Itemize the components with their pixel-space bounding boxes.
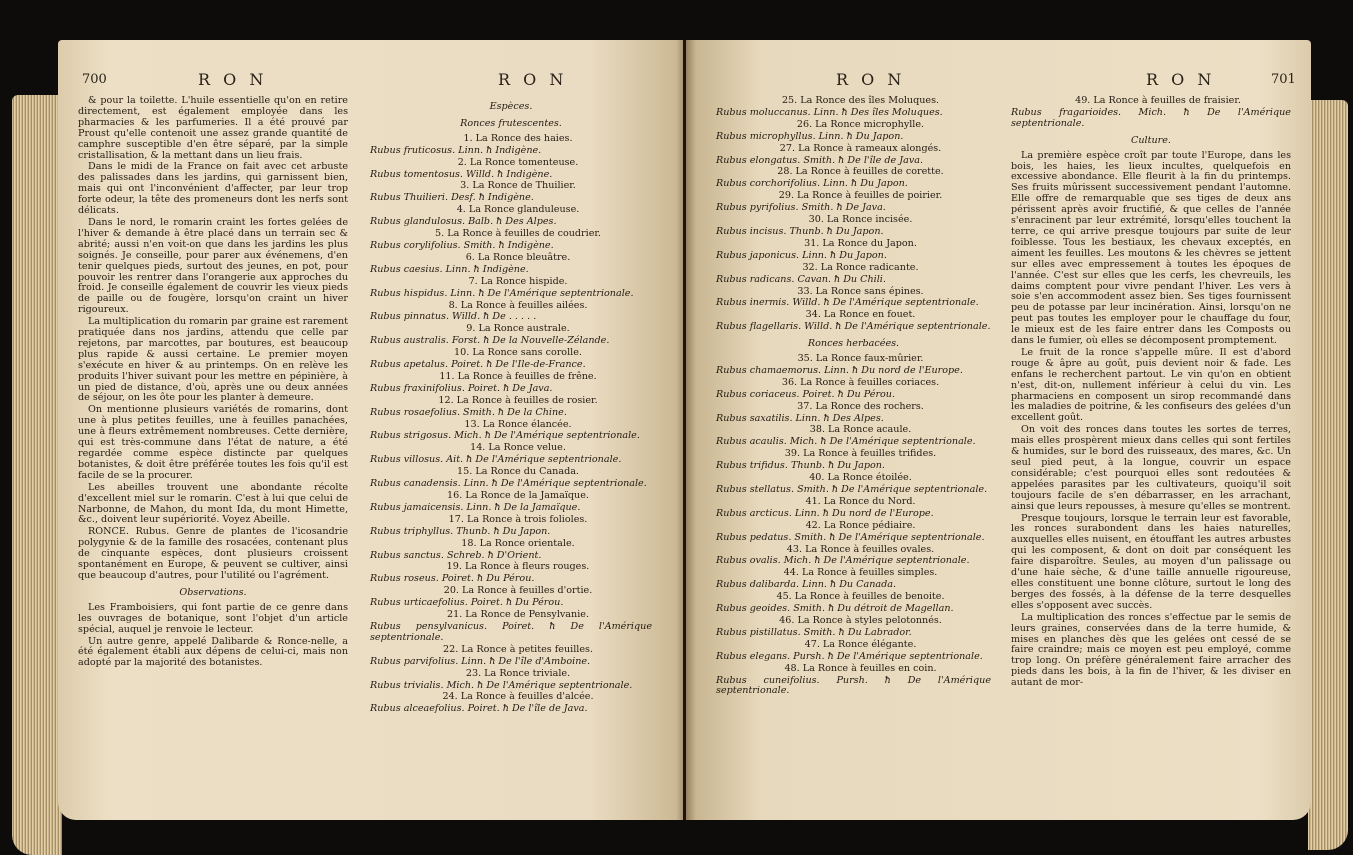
text-line: La multiplication des ronces s'effectue par le semis de leurs graines, conservées dans de la terre humide, & mises en planches dès que les gelées ont cessé de se faire craindre; mais ce moyen est peu employé, comme trop long. On préfère généralement faire arracher des pieds dans les bois, à la fin de l'hiver, & les diviser en autant de mor-: [1011, 611, 1291, 689]
right-column-b: [1011, 96, 1291, 690]
text-line: 29. La Ronce à feuilles de poirier.: [778, 190, 943, 202]
running-head-left-b: R O N: [498, 70, 568, 89]
text-line: 13. La Ronce élancée.: [464, 418, 572, 430]
text-line: Rubus radicans. Cavan. ħ Du Chili.: [716, 273, 886, 285]
text-line: 10. La Ronce sans corolle.: [454, 347, 582, 359]
text-line: Ronces frutescentes.: [460, 117, 562, 129]
text-line: 48. La Ronce à feuilles en coin.: [784, 662, 937, 674]
text-line: 17. La Ronce à trois folioles.: [448, 513, 588, 525]
text-line: 16. La Ronce de la Jamaïque.: [447, 490, 589, 501]
right-page-edges: [1308, 100, 1348, 850]
text-line: Rubus pyrifolius. Smith. ħ De Java.: [716, 202, 886, 214]
text-line: Rubus saxatilis. Linn. ħ Des Alpes.: [716, 412, 884, 424]
text-line: 4. La Ronce glanduleuse.: [456, 204, 580, 216]
text-line: Rubus caesius. Linn. ħ Indigène.: [370, 263, 529, 275]
text-line: 40. La Ronce étoilée.: [809, 472, 912, 484]
text-line: Dans le midi de la France on fait avec cet arbuste des palissades dans les jardins, qui garnissent bien, mais qui ont l'inconvénient d'affecter, par leur trop forte odeur, la tête des promeneurs dont les nerfs sont délicats.: [78, 161, 348, 217]
text-line: 9. La Ronce australe.: [466, 323, 570, 335]
text-line: Rubus Thuilieri. Desf. ħ Indigène.: [370, 192, 534, 204]
text-line: Dans le nord, le romarin craint les fortes gelées de l'hiver & demande à être placé dans un terrain sec & abrité; aussi n'en voit-on que dans les jardins les plus soignés. Je conseille, pour parer aux événemens, d'en tenir quelques pieds, surtout des jeunes, en pot, pour pouvoir les rentrer dans l'orangerie aux approches du froid. Je conseille également de couvrir les vieux pieds de paille ou de fougère, lorsqu'on craint un hiver rigoureux.: [78, 216, 348, 316]
text-line: Rubus canadensis. Linn. ħ De l'Amérique septentrionale.: [370, 478, 647, 490]
text-line: On mentionne plusieurs variétés de romarins, dont une à plus petites feuilles, une à feuilles panachées, une à fleurs extrêmement nombreuses. Cette dernière, qui est très-commune dans l'état de nature, a été regardée comme espèce distincte par quelques botanistes, & doit être préférée toutes les fois qu'il est facile de se la procurer.: [78, 404, 348, 481]
text-line: Rubus urticaefolius. Poiret. ħ Du Pérou.: [370, 597, 564, 609]
running-head-right-b: R O N: [1146, 70, 1216, 89]
text-line: 7. La Ronce hispide.: [468, 275, 568, 287]
text-line: Rubus rosaefolius. Smith. ħ De la Chine.: [370, 406, 567, 418]
text-line: Rubus inermis. Willd. ħ De l'Amérique septentrionale.: [716, 297, 979, 309]
left-column-a: [78, 96, 348, 670]
text-line: 43. La Ronce à feuilles ovales.: [786, 543, 935, 555]
text-line: 3. La Ronce de Thuilier.: [460, 180, 576, 192]
text-line: 42. La Ronce pédiaire.: [805, 519, 916, 531]
page-number-right: 701: [1271, 72, 1296, 87]
text-line: 37. La Ronce des rochers.: [797, 400, 924, 412]
page-number-left: 700: [82, 72, 107, 87]
left-column-b: [370, 96, 652, 716]
text-line: Rubus ovalis. Mich. ħ De l'Amérique septentrionale.: [716, 555, 970, 567]
text-line: Rubus trivialis. Mich. ħ De l'Amérique septentrionale.: [370, 679, 633, 691]
text-line: Rubus sanctus. Schreb. ħ D'Orient.: [370, 549, 542, 561]
text-line: Rubus stellatus. Smith. ħ De l'Amérique septentrionale.: [716, 484, 988, 495]
text-line: 20. La Ronce à feuilles d'ortie.: [443, 585, 593, 597]
text-line: 22. La Ronce à petites feuilles.: [442, 643, 593, 655]
text-line: Rubus triphyllus. Thunb. ħ Du Japon.: [370, 525, 551, 537]
text-line: 18. La Ronce orientale.: [461, 537, 575, 549]
text-line: 44. La Ronce à feuilles simples.: [783, 567, 938, 579]
text-line: Les abeilles trouvent une abondante récolte d'excellent miel sur le romarin. C'est à lui que celui de Narbonne, de Mahon, du mont Ida, du mont Himette, &c., doivent leur supériorité. Voyez Abeille.: [78, 481, 348, 526]
text-line: Rubus arcticus. Linn. ħ Du nord de l'Europe.: [716, 507, 934, 519]
text-line: Rubus coriaceus. Poiret. ħ Du Pérou.: [716, 388, 896, 400]
text-line: Rubus villosus. Ait. ħ De l'Amérique septentrionale.: [370, 454, 622, 466]
text-line: Rubus pistillatus. Smith. ħ Du Labrador.: [716, 626, 912, 638]
text-line: 26. La Ronce microphylle.: [796, 118, 925, 130]
text-line: 19. La Ronce à fleurs rouges.: [446, 561, 590, 573]
text-line: 2. La Ronce tomenteuse.: [457, 156, 579, 168]
text-line: Rubus elongatus. Smith. ħ De l'île de Java.: [716, 154, 924, 166]
text-line: Rubus elegans. Pursh. ħ De l'Amérique septentrionale.: [716, 650, 983, 662]
text-line: Rubus parvifolius. Linn. ħ De l'île d'Amboine.: [370, 655, 591, 667]
text-line: 27. La Ronce à rameaux alongés.: [779, 142, 942, 154]
running-head-left-a: R O N: [198, 70, 268, 89]
text-line: Observations.: [179, 586, 247, 598]
text-line: 39. La Ronce à feuilles trifides.: [784, 448, 937, 460]
text-line: 11. La Ronce à feuilles de frêne.: [439, 370, 597, 382]
text-line: Rubus microphyllus. Linn. ħ Du Japon.: [716, 130, 904, 142]
text-line: 33. La Ronce sans épines.: [797, 285, 924, 297]
text-line: 23. La Ronce triviale.: [465, 667, 571, 679]
text-line: On voit des ronces dans toutes les sortes de terres, mais elles prospèrent mieux dans celles qui sont fertiles & humides, sur le bord des ruisseaux, des mares, &c. Un seul pied peut, à la longue, couvrir un espace considérable; c'est pourquoi elles sont redoutées & appelées parasites par les cultivateurs, quoiqu'il soit toujours facile de s'en débarrasser, en les arrachant, ainsi que leurs repousses, à mesure qu'elles se montrent.: [1011, 424, 1291, 512]
text-line: Presque toujours, lorsque le terrain leur est favorable, les ronces surabondent dans les haies naturelles, auxquelles elles nuisent, en étouffant les autres arbustes qui les composent, & dont on doit par conséquent les faire disparoître. Seules, au moyen d'un palissage ou d'une haie sèche, & d'une taille annuelle rigoureuse, elles constituent une bonne clôture, surtout le long des berges des fossés, à la défense de la terre desquelles elles s'opposent avec succès.: [1011, 512, 1291, 611]
text-line: Rubus corchorifolius. Linn. ħ Du Japon.: [716, 178, 908, 190]
text-line: 35. La Ronce faux-mûrier.: [797, 353, 924, 365]
text-line: 47. La Ronce élégante.: [804, 638, 917, 650]
text-line: Rubus japonicus. Linn. ħ Du Japon.: [716, 249, 887, 261]
text-line: 12. La Ronce à feuilles de rosier.: [438, 394, 598, 406]
text-line: Rubus glandulosus. Balb. ħ Des Alpes.: [370, 216, 557, 228]
text-line: Rubus acaulis. Mich. ħ De l'Amérique septentrionale.: [716, 436, 976, 448]
text-line: 28. La Ronce à feuilles de corette.: [777, 166, 944, 178]
text-line: Les Framboisiers, qui font partie de ce genre dans les ouvrages de botanique, sont l'objet d'un article spécial, auquel je renvoie le lecteur.: [78, 601, 348, 635]
text-line: Le fruit de la ronce s'appelle mûre. Il est d'abord rouge & âpre au goût, puis devient noir & fade. Les enfans le recherchent partout. Le vin qu'on en obtient n'est, dit-on, nullement inférieur à celui du vin. Les pharmaciens en composent un sirop recommandé dans les maladies de poitrine, & les confiseurs des gelées d'un excellent goût.: [1011, 346, 1291, 424]
text-line: Rubus cuneifolius. Pursh. ħ De l'Amérique septentrionale.: [716, 674, 991, 697]
text-line: 41. La Ronce du Nord.: [805, 495, 916, 507]
text-line: 21. La Ronce de Pensylvanie.: [447, 609, 589, 621]
text-line: Rubus australis. Forst. ħ De la Nouvelle-Zélande.: [370, 335, 610, 347]
text-line: 31. La Ronce du Japon.: [804, 237, 917, 249]
text-line: Rubus dalibarda. Linn. ħ Du Canada.: [716, 579, 897, 591]
text-line: Rubus pinnatus. Willd. ħ De . . . . .: [370, 311, 537, 323]
right-page: [686, 40, 1311, 820]
text-line: Rubus incisus. Thunb. ħ Du Japon.: [716, 225, 884, 237]
text-line: Rubus alceaefolius. Poiret. ħ De l'île de Java.: [370, 703, 588, 715]
text-line: Rubus geoides. Smith. ħ Du détroit de Magellan.: [716, 603, 954, 615]
text-line: 15. La Ronce du Canada.: [457, 466, 579, 478]
text-line: Rubus fragarioides. Mich. ħ De l'Amérique septentrionale.: [1011, 106, 1291, 129]
text-line: & pour la toilette. L'huile essentielle qu'on en retire directement, est également employée dans les pharmacies & les parfumeries. Il a été prouvé par Proust qu'elle contenoit une assez grande quantité de camphre susceptible d'en être séparé, par la simple cristallisation, & la mettant dans un lieu frais.: [78, 95, 348, 161]
text-line: 32. La Ronce radicante.: [802, 261, 919, 273]
text-line: 46. La Ronce à styles pelotonnés.: [779, 614, 942, 626]
text-line: Rubus hispidus. Linn. ħ De l'Amérique septentrionale.: [370, 287, 634, 299]
text-line: 49. La Ronce à feuilles de fraisier.: [1075, 95, 1241, 106]
text-line: 6. La Ronce bleuâtre.: [465, 251, 571, 263]
text-line: La multiplication du romarin par graine est rarement pratiquée dans nos jardins, attendu que celle par rejetons, par marcottes, par boutures, est beaucoup plus rapide & aussi certaine. Le premier moyen s'exécute en hiver & au printemps. On en relève les produits l'hiver suivant pour les mettre en pépinière, à un pied de distance, d'où, après une ou deux années de séjour, on les ôte pour les planter à demeure.: [78, 316, 348, 404]
text-line: Un autre genre, appelé Dalibarde & Ronce-nelle, a été également établi aux dépens de celui-ci, mais non adopté par la majorité des botanistes.: [78, 635, 348, 669]
text-line: Rubus pensylvanicus. Poiret. ħ De l'Amérique septentrionale.: [370, 620, 652, 643]
text-line: Rubus chamaemorus. Linn. ħ Du nord de l'Europe.: [716, 364, 963, 376]
text-line: 1. La Ronce des haies.: [463, 132, 573, 144]
text-line: 25. La Ronce des îles Moluques.: [781, 95, 940, 106]
text-line: 24. La Ronce à feuilles d'alcée.: [442, 691, 594, 703]
text-line: 8. La Ronce à feuilles ailées.: [448, 299, 588, 311]
text-line: 30. La Ronce incisée.: [808, 214, 913, 226]
left-page: [58, 40, 683, 820]
text-line: Rubus trifidus. Thunb. ħ Du Japon.: [716, 460, 885, 472]
text-line: Rubus fruticosus. Linn. ħ Indigène.: [370, 144, 542, 156]
text-line: 38. La Ronce acaule.: [809, 424, 912, 436]
text-line: La première espèce croît par toute l'Europe, dans les bois, les haies, les lieux incultes, quelquefois en excessive abondance. Elle fleurit à la fin du printemps. Ses fruits mûrissent successivement pendant l'automne. Elle offre de remarquable que ses tiges de deux ans périssent après avoir fructifié, & que celles de l'année s'enracinent par leur extrémité, lorsqu'elles touchent la terre, ce qui arrive presque toujours par suite de leur foiblesse. Tous les bestiaux, les chevaux exceptés, en aiment les feuilles. Les moutons & les chèvres se jettent sur elles avec empressement à toutes les époques de l'année. C'est sur elles que les cerfs, les chevreuils, les daims comptent pour vivre pendant l'hiver. Les vers à soie s'en accommodent assez bien. Ses tiges fournissent peu de potasse par leur incinération. Ainsi, lorsqu'on ne peut pas toutes les employer pour le chauffage du four, le mieux est de les faire entrer dans les Composts ou dans le fumier, où elles se décomposent promptement.: [1011, 149, 1291, 347]
book-gutter: [676, 40, 696, 820]
text-line: Rubus tomentosus. Willd. ħ Indigène.: [370, 168, 553, 180]
text-line: 45. La Ronce à feuilles de benoite.: [776, 591, 945, 603]
text-line: Rubus apetalus. Poiret. ħ De l'Ile-de-France.: [370, 359, 586, 371]
text-line: 14. La Ronce velue.: [470, 442, 566, 454]
text-line: Culture.: [1131, 134, 1171, 146]
text-line: 34. La Ronce en fouet.: [805, 309, 916, 321]
text-line: Rubus strigosus. Mich. ħ De l'Amérique septentrionale.: [370, 430, 640, 442]
left-page-edges: [12, 95, 62, 855]
text-line: Rubus jamaicensis. Linn. ħ De la Jamaïque.: [370, 501, 581, 513]
text-line: Rubus flagellaris. Willd. ħ De l'Amérique septentrionale.: [716, 321, 991, 333]
text-line: Rubus moluccanus. Linn. ħ Des îles Moluques.: [716, 106, 943, 118]
text-line: 36. La Ronce à feuilles coriaces.: [781, 376, 940, 388]
open-book: [58, 40, 1313, 820]
text-line: 5. La Ronce à feuilles de coudrier.: [435, 228, 601, 240]
text-line: Rubus fraxinifolius. Poiret. ħ De Java.: [370, 382, 553, 394]
right-column-a: [716, 96, 991, 698]
text-line: Espèces.: [489, 101, 533, 112]
running-head-right-a: R O N: [836, 70, 906, 89]
text-line: Rubus corylifolius. Smith. ħ Indigène.: [370, 239, 554, 251]
text-line: Rubus pedatus. Smith. ħ De l'Amérique septentrionale.: [716, 531, 985, 543]
text-line: Ronces herbacées.: [807, 338, 900, 350]
text-line: Rubus roseus. Poiret. ħ Du Pérou.: [370, 573, 535, 585]
text-line: RONCE. Rubus. Genre de plantes de l'icosandrie polygynie & de la famille des rosacées, contenant plus de cinquante espèces, dont plusieurs croissent spontanément en Europe, & peuvent se cultiver, ainsi que beaucoup d'autres, pour l'utilité ou l'agrément.: [78, 526, 348, 581]
